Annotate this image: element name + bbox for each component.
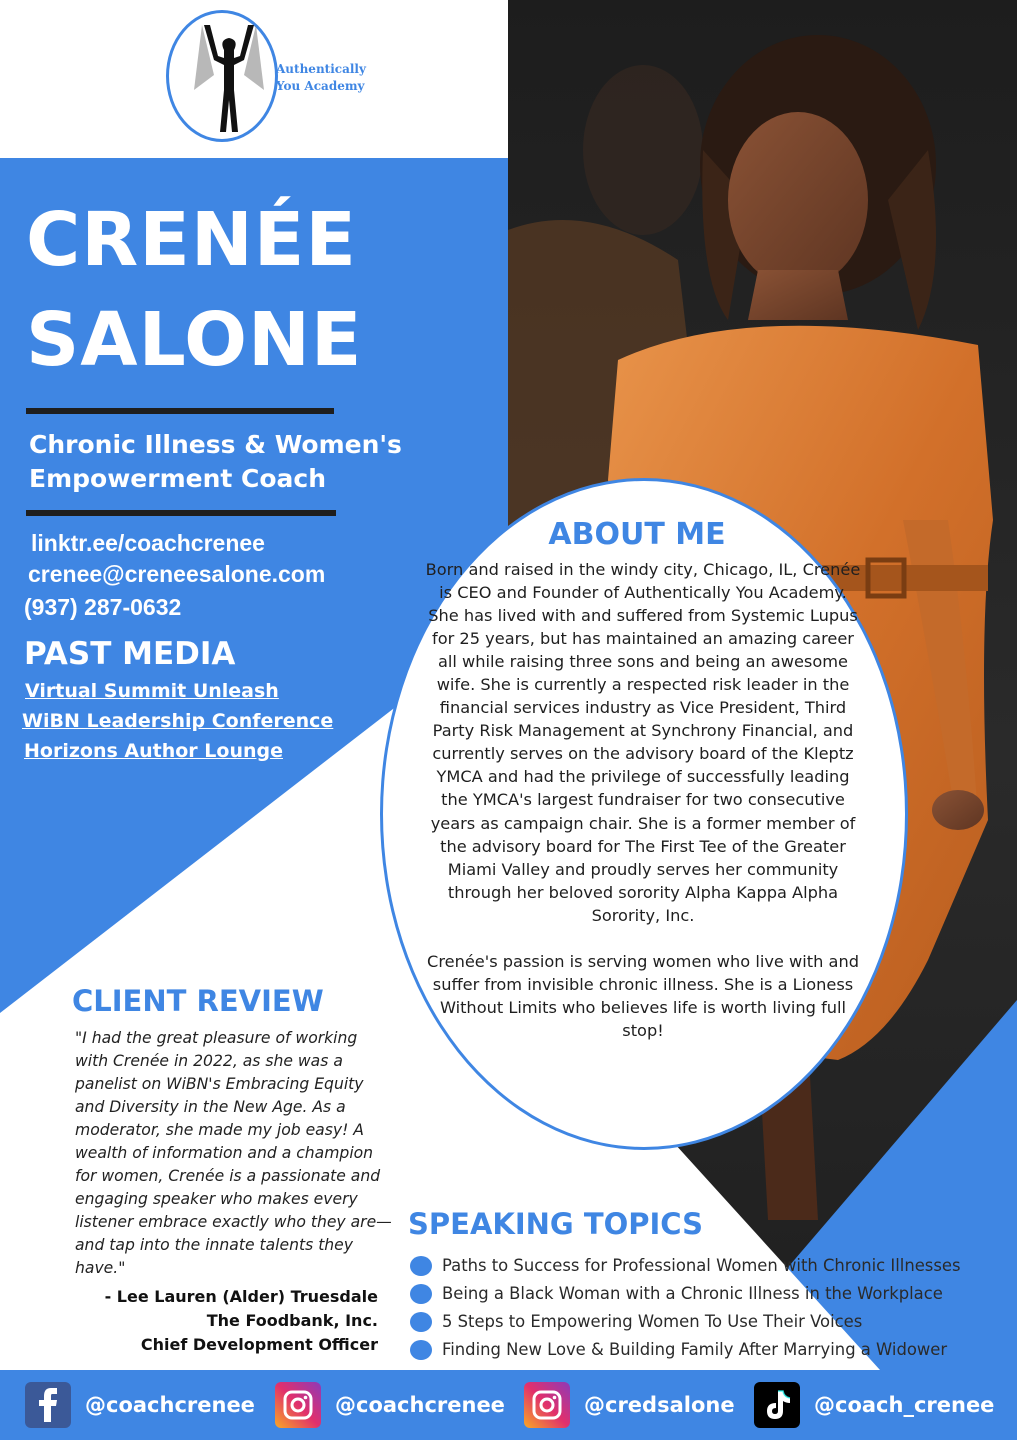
instagram-icon[interactable] — [524, 1382, 570, 1428]
facebook-icon[interactable] — [25, 1382, 71, 1428]
instagram-handle-2[interactable]: @credsalone — [584, 1393, 735, 1417]
list-item — [410, 1280, 1010, 1308]
about-me-text — [425, 558, 861, 1042]
list-item — [410, 1252, 1010, 1280]
list-item — [410, 1308, 1010, 1336]
tiktok-handle[interactable]: @coach_crenee — [814, 1393, 995, 1417]
tiktok-icon[interactable] — [754, 1382, 800, 1428]
topic-text: Paths to Success for Professional Women with Chronic Illnesses — [442, 1256, 961, 1275]
speaking-topics-heading: SPEAKING TOPICS — [408, 1207, 704, 1241]
social-tiktok[interactable] — [754, 1382, 994, 1428]
social-instagram-1[interactable] — [275, 1382, 505, 1428]
first-name: CRENÉE — [26, 197, 357, 283]
past-media-link-horizons[interactable]: Horizons Author Lounge — [24, 740, 283, 762]
topic-text: Being a Black Woman with a Chronic Illness in the Workplace — [442, 1284, 943, 1303]
topic-text: Finding New Love & Building Family After Marrying a Widower — [442, 1340, 948, 1359]
bullet-dot-icon — [410, 1340, 432, 1360]
past-media-heading: PAST MEDIA — [24, 636, 236, 672]
coach-name — [26, 190, 362, 390]
past-media-list — [22, 676, 333, 766]
topic-text: 5 Steps to Empowering Women To Use Their Voices — [442, 1312, 863, 1331]
dancer-silhouette-icon — [194, 20, 264, 135]
linktree-link[interactable]: linktr.ee/coachcrenee — [31, 530, 265, 556]
logo-line-2: You Academy — [276, 79, 365, 93]
logo-wordmark — [276, 61, 366, 95]
review-organization: The Foodbank, Inc. — [206, 1311, 378, 1330]
coach-title — [29, 428, 402, 496]
instagram-handle-1[interactable]: @coachcrenee — [335, 1393, 505, 1417]
social-facebook[interactable] — [25, 1382, 255, 1428]
review-role: Chief Development Officer — [140, 1335, 378, 1354]
divider-top — [26, 408, 334, 414]
bullet-dot-icon — [410, 1284, 432, 1304]
bullet-dot-icon — [410, 1312, 432, 1332]
instagram-icon[interactable] — [275, 1382, 321, 1428]
about-paragraph-2: Crenée's passion is serving women who live with and suffer from invisible chronic illness. She is a Lioness Without Limits who believes life is worth living full stop! — [427, 951, 859, 1040]
email-link[interactable]: crenee@creneesalone.com — [28, 561, 326, 587]
past-media-link-summit[interactable]: Virtual Summit Unleash — [25, 680, 279, 702]
last-name: SALONE — [26, 297, 363, 383]
social-instagram-2[interactable] — [524, 1382, 735, 1428]
bullet-dot-icon — [410, 1256, 432, 1276]
past-media-link-wibn[interactable]: WiBN Leadership Conference — [22, 710, 334, 732]
divider-bottom — [26, 510, 336, 516]
client-review-heading: CLIENT REVIEW — [72, 984, 324, 1018]
facebook-handle[interactable]: @coachcrenee — [85, 1393, 255, 1417]
client-review-quote: "I had the great pleasure of working with Crenée in 2022, as she was a panelist on WiBN's Embracing Equity and Diversity in the New Age. As a moderator, she made my job easy! A wealth of information and a champion for women, Crenée is a passionate and engaging speaker who makes every listener embrace exactly who they are—and tap into the innate talents they have." — [75, 1029, 392, 1277]
brand-logo — [166, 10, 386, 150]
review-author: - Lee Lauren (Alder) Truesdale — [104, 1287, 378, 1306]
title-line-2: Empowerment Coach — [29, 464, 327, 493]
speaking-topics-list — [410, 1252, 1010, 1364]
title-line-1: Chronic Illness & Women's — [29, 430, 402, 459]
about-paragraph-1: Born and raised in the windy city, Chicago, IL, Crenée is CEO and Founder of Authentically You Academy. She has lived with and suffered from Systemic Lupus for 25 years, but has maintained an amazing career all while raising three sons and being an awesome wife. She is currently a respected risk leader in the financial services industry as Vice President, Third Party Risk Management at Synchrony Financial, and currently serves on the advisory board of the Kleptz YMCA and had the privilege of successfully leading the YMCA's largest fundraiser for two consecutive years as campaign chair. She is a former member of the advisory board for The First Tee of the Greater Miami Valley and proudly serves her community through her beloved sorority Alpha Kappa Alpha Sorority, Inc. — [425, 560, 861, 925]
about-me-heading: ABOUT ME — [548, 517, 726, 552]
logo-line-1: Authentically — [276, 62, 366, 76]
list-item — [410, 1336, 1010, 1364]
phone-number[interactable]: (937) 287-0632 — [24, 594, 182, 620]
social-footer — [0, 1370, 1017, 1440]
client-review-signature — [60, 1285, 378, 1357]
